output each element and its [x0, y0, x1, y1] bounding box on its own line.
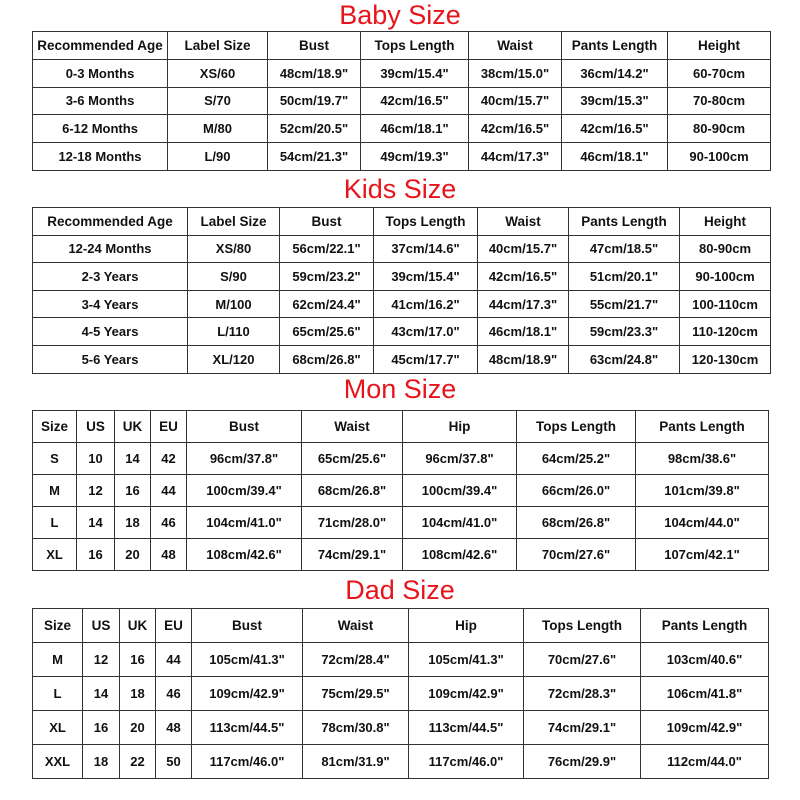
table-cell: 107cm/42.1" — [636, 539, 769, 571]
baby-size-title: Baby Size — [339, 0, 461, 30]
column-header: Pants Length — [636, 411, 769, 443]
column-header: Hip — [403, 411, 517, 443]
table-cell: 46cm/18.1" — [478, 318, 569, 346]
table-cell: 41cm/16.2" — [374, 290, 478, 318]
table-row — [33, 143, 771, 171]
column-header: Recommended Age — [33, 32, 168, 60]
column-header: Tops Length — [524, 609, 641, 643]
table-cell: XL — [33, 711, 83, 745]
table-cell: 42cm/16.5" — [562, 115, 668, 143]
column-header: Pants Length — [641, 609, 769, 643]
table-cell: 22 — [120, 745, 156, 779]
table-cell: 70-80cm — [668, 87, 771, 115]
table-cell: 14 — [77, 507, 115, 539]
column-header: Size — [33, 609, 83, 643]
table-cell: XS/60 — [168, 59, 268, 87]
column-header: Height — [680, 208, 771, 236]
table-cell: 16 — [77, 539, 115, 571]
table-row — [33, 507, 769, 539]
dad-size-table — [32, 608, 769, 779]
table-cell: 18 — [83, 745, 120, 779]
table-cell: 14 — [115, 443, 151, 475]
column-header: Recommended Age — [33, 208, 188, 236]
table-cell: 113cm/44.5" — [409, 711, 524, 745]
table-cell: 48 — [151, 539, 187, 571]
table-cell: 42cm/16.5" — [361, 87, 469, 115]
table-cell: 76cm/29.9" — [524, 745, 641, 779]
column-header: Bust — [187, 411, 302, 443]
column-header: Bust — [280, 208, 374, 236]
table-cell: 44 — [151, 475, 187, 507]
table-cell: 49cm/19.3" — [361, 143, 469, 171]
column-header: Tops Length — [361, 32, 469, 60]
table-row — [33, 345, 771, 373]
table-cell: 40cm/15.7" — [469, 87, 562, 115]
table-cell: 117cm/46.0" — [409, 745, 524, 779]
table-cell: 46cm/18.1" — [562, 143, 668, 171]
table-cell: 109cm/42.9" — [192, 677, 303, 711]
column-header: Size — [33, 411, 77, 443]
table-cell: 39cm/15.4" — [374, 263, 478, 291]
table-cell: 4-5 Years — [33, 318, 188, 346]
baby-header-row — [33, 32, 771, 60]
table-cell: 55cm/21.7" — [569, 290, 680, 318]
table-cell: XXL — [33, 745, 83, 779]
column-header: Waist — [478, 208, 569, 236]
table-cell: 72cm/28.4" — [303, 643, 409, 677]
table-cell: 75cm/29.5" — [303, 677, 409, 711]
column-header: Hip — [409, 609, 524, 643]
table-cell: 105cm/41.3" — [192, 643, 303, 677]
column-header: Pants Length — [562, 32, 668, 60]
table-cell: 54cm/21.3" — [268, 143, 361, 171]
column-header: EU — [156, 609, 192, 643]
table-cell: 56cm/22.1" — [280, 235, 374, 263]
table-cell: 59cm/23.2" — [280, 263, 374, 291]
table-cell: 46cm/18.1" — [361, 115, 469, 143]
table-cell: M — [33, 643, 83, 677]
table-row — [33, 677, 769, 711]
table-cell: 46 — [156, 677, 192, 711]
column-header: Pants Length — [569, 208, 680, 236]
table-cell: 71cm/28.0" — [302, 507, 403, 539]
table-cell: 101cm/39.8" — [636, 475, 769, 507]
kids-size-table — [32, 207, 771, 374]
table-cell: 108cm/42.6" — [403, 539, 517, 571]
table-row — [33, 87, 771, 115]
table-row — [33, 745, 769, 779]
table-cell: 108cm/42.6" — [187, 539, 302, 571]
table-cell: 98cm/38.6" — [636, 443, 769, 475]
table-cell: 16 — [83, 711, 120, 745]
table-cell: 68cm/26.8" — [280, 345, 374, 373]
table-cell: 112cm/44.0" — [641, 745, 769, 779]
table-cell: 6-12 Months — [33, 115, 168, 143]
table-row — [33, 475, 769, 507]
table-row — [33, 59, 771, 87]
table-cell: S — [33, 443, 77, 475]
table-cell: 106cm/41.8" — [641, 677, 769, 711]
table-cell: 12-24 Months — [33, 235, 188, 263]
table-cell: 80-90cm — [668, 115, 771, 143]
table-cell: M/80 — [168, 115, 268, 143]
table-cell: 74cm/29.1" — [302, 539, 403, 571]
table-cell: 42 — [151, 443, 187, 475]
table-cell: 44cm/17.3" — [478, 290, 569, 318]
kids-size-title: Kids Size — [343, 174, 457, 204]
table-cell: 66cm/26.0" — [517, 475, 636, 507]
table-cell: 100cm/39.4" — [403, 475, 517, 507]
table-cell: 14 — [83, 677, 120, 711]
table-cell: 51cm/20.1" — [569, 263, 680, 291]
table-cell: 42cm/16.5" — [478, 263, 569, 291]
table-cell: S/70 — [168, 87, 268, 115]
table-cell: 68cm/26.8" — [517, 507, 636, 539]
column-header: Bust — [268, 32, 361, 60]
table-cell: M — [33, 475, 77, 507]
table-cell: XL — [33, 539, 77, 571]
table-cell: L/110 — [188, 318, 280, 346]
table-cell: 100cm/39.4" — [187, 475, 302, 507]
table-cell: 12 — [83, 643, 120, 677]
table-cell: 63cm/24.8" — [569, 345, 680, 373]
table-cell: 78cm/30.8" — [303, 711, 409, 745]
table-cell: 100-110cm — [680, 290, 771, 318]
table-cell: L/90 — [168, 143, 268, 171]
table-cell: 42cm/16.5" — [469, 115, 562, 143]
mon-size-title: Mon Size — [343, 374, 457, 404]
table-cell: 96cm/37.8" — [403, 443, 517, 475]
column-header: Waist — [469, 32, 562, 60]
table-cell: 70cm/27.6" — [524, 643, 641, 677]
column-header: UK — [120, 609, 156, 643]
table-cell: 37cm/14.6" — [374, 235, 478, 263]
table-cell: 16 — [115, 475, 151, 507]
table-cell: 113cm/44.5" — [192, 711, 303, 745]
dad-size-title: Dad Size — [345, 575, 455, 605]
dad-header-row — [33, 609, 769, 643]
table-cell: 20 — [120, 711, 156, 745]
table-cell: 50cm/19.7" — [268, 87, 361, 115]
table-cell: 48cm/18.9" — [478, 345, 569, 373]
table-cell: 59cm/23.3" — [569, 318, 680, 346]
table-row — [33, 318, 771, 346]
table-cell: 45cm/17.7" — [374, 345, 478, 373]
table-cell: 65cm/25.6" — [280, 318, 374, 346]
table-cell: 48cm/18.9" — [268, 59, 361, 87]
table-cell: 2-3 Years — [33, 263, 188, 291]
column-header: Bust — [192, 609, 303, 643]
table-row — [33, 643, 769, 677]
mon-size-table — [32, 410, 769, 571]
table-cell: 104cm/41.0" — [403, 507, 517, 539]
table-cell: 65cm/25.6" — [302, 443, 403, 475]
table-row — [33, 263, 771, 291]
table-cell: XL/120 — [188, 345, 280, 373]
table-cell: 109cm/42.9" — [409, 677, 524, 711]
table-row — [33, 235, 771, 263]
column-header: Tops Length — [517, 411, 636, 443]
table-cell: 70cm/27.6" — [517, 539, 636, 571]
kids-header-row — [33, 208, 771, 236]
column-header: Tops Length — [374, 208, 478, 236]
mon-header-row — [33, 411, 769, 443]
table-cell: 104cm/44.0" — [636, 507, 769, 539]
table-cell: 96cm/37.8" — [187, 443, 302, 475]
table-cell: 104cm/41.0" — [187, 507, 302, 539]
table-cell: 81cm/31.9" — [303, 745, 409, 779]
table-cell: 90-100cm — [668, 143, 771, 171]
table-cell: 12 — [77, 475, 115, 507]
table-cell: 47cm/18.5" — [569, 235, 680, 263]
column-header: EU — [151, 411, 187, 443]
column-header: Waist — [302, 411, 403, 443]
table-cell: 74cm/29.1" — [524, 711, 641, 745]
table-cell: 68cm/26.8" — [302, 475, 403, 507]
table-row — [33, 115, 771, 143]
table-cell: 16 — [120, 643, 156, 677]
table-cell: 5-6 Years — [33, 345, 188, 373]
table-cell: 80-90cm — [680, 235, 771, 263]
column-header: US — [77, 411, 115, 443]
table-cell: 46 — [151, 507, 187, 539]
table-row — [33, 539, 769, 571]
table-cell: 44 — [156, 643, 192, 677]
table-cell: 117cm/46.0" — [192, 745, 303, 779]
table-row — [33, 443, 769, 475]
column-header: US — [83, 609, 120, 643]
table-cell: 48 — [156, 711, 192, 745]
column-header: Label Size — [188, 208, 280, 236]
table-cell: 20 — [115, 539, 151, 571]
table-cell: 39cm/15.3" — [562, 87, 668, 115]
column-header: Waist — [303, 609, 409, 643]
table-cell: 18 — [115, 507, 151, 539]
table-cell: XS/80 — [188, 235, 280, 263]
column-header: Height — [668, 32, 771, 60]
table-cell: 3-6 Months — [33, 87, 168, 115]
table-cell: 110-120cm — [680, 318, 771, 346]
table-cell: L — [33, 677, 83, 711]
table-cell: 12-18 Months — [33, 143, 168, 171]
table-cell: 90-100cm — [680, 263, 771, 291]
table-cell: 50 — [156, 745, 192, 779]
table-cell: 52cm/20.5" — [268, 115, 361, 143]
table-cell: 105cm/41.3" — [409, 643, 524, 677]
baby-size-table — [32, 31, 771, 171]
table-cell: 103cm/40.6" — [641, 643, 769, 677]
table-cell: 109cm/42.9" — [641, 711, 769, 745]
column-header: UK — [115, 411, 151, 443]
table-cell: 0-3 Months — [33, 59, 168, 87]
table-cell: 10 — [77, 443, 115, 475]
table-cell: L — [33, 507, 77, 539]
table-cell: 43cm/17.0" — [374, 318, 478, 346]
table-cell: S/90 — [188, 263, 280, 291]
table-cell: 3-4 Years — [33, 290, 188, 318]
table-cell: 60-70cm — [668, 59, 771, 87]
table-cell: 39cm/15.4" — [361, 59, 469, 87]
table-cell: 36cm/14.2" — [562, 59, 668, 87]
table-cell: 64cm/25.2" — [517, 443, 636, 475]
table-cell: 72cm/28.3" — [524, 677, 641, 711]
table-cell: 44cm/17.3" — [469, 143, 562, 171]
table-cell: 18 — [120, 677, 156, 711]
table-cell: 62cm/24.4" — [280, 290, 374, 318]
table-cell: 40cm/15.7" — [478, 235, 569, 263]
table-cell: 38cm/15.0" — [469, 59, 562, 87]
table-row — [33, 711, 769, 745]
table-cell: 120-130cm — [680, 345, 771, 373]
column-header: Label Size — [168, 32, 268, 60]
table-cell: M/100 — [188, 290, 280, 318]
table-row — [33, 290, 771, 318]
